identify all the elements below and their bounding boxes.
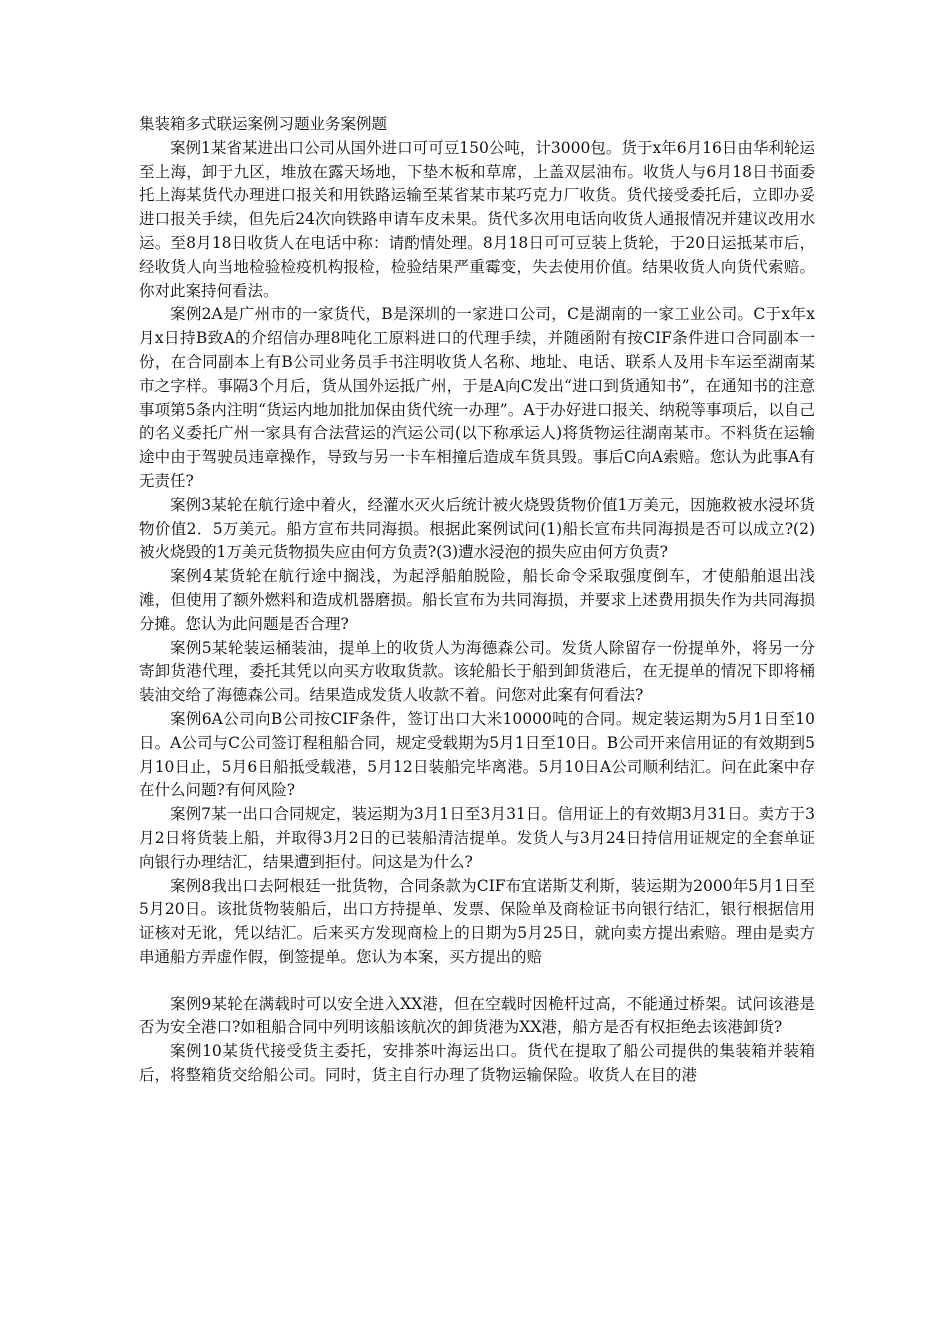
case-1-paragraph: 案例1某省某进出口公司从国外进口可可豆150公吨，计3000包。货于x年6月16日由华利轮运至上海，卸于九区，堆放在露天场地，下垫木板和草席，上盖双层油布。收货人与6月18日书面委托上海某货代办理进口报关和用铁路运输至某省某市某巧克力厂收货。货代接受委托后，立即办妥进口报关手续，但先后24次向铁路申请车皮未果。货代多次用电话向收货人通报情况并建议改用水运。至8月18日收货人在电话中称：请酌情处理。8月18日可可豆装上货轮，于20日运抵某市后，经收货人向当地检验检疫机构报检，检验结果严重霉变，失去使用价值。结果收货人向货代索赔。你对此案持何看法。	[139, 138, 815, 300]
case-3-paragraph: 案例3某轮在航行途中着火，经灌水灭火后统计被火烧毁货物价值1万美元，因施救被水浸坏货物价值2．5万美元。船方宣布共同海损。根据此案例试问(1)船长宣布共同海损是否可以成立?(2)被火烧毁的1万美元货物损失应由何方负责?(3)遭水浸泡的损失应由何方负责?	[139, 495, 815, 562]
case-6-paragraph: 案例6A公司向B公司按CIF条件，签订出口大米10000吨的合同。规定装运期为5月1日至10日。A公司与C公司签订程租船合同，规定受载期为5月1日至10日。B公司开来信用证的有效期到5月10日止，5月6日船抵受载港，5月12日装船完毕离港。5月10日A公司顺利结汇。问在此案中存在什么问题?有何风险?	[139, 709, 815, 800]
case-7-paragraph: 案例7某一出口合同规定，装运期为3月1日至3月31日。信用证上的有效期3月31日。卖方于3月2日将货装上船，并取得3月2日的已装船清洁提单。发货人与3月24日持信用证规定的全套单证向银行办理结汇，结果遭到拒付。问这是为什么?	[139, 805, 815, 871]
case-10-paragraph: 案例10某货代接受货主委托，安排茶叶海运出口。货代在提取了船公司提供的集装箱并装箱后，将整箱货交给船公司。同时，货主自行办理了货物运输保险。收货人在目的港	[139, 1042, 815, 1085]
document-title: 集装箱多式联运案例习题业务案例题	[139, 115, 388, 133]
case-8-paragraph: 案例8我出口去阿根廷一批货物，合同条款为CIF布宜诺斯艾利斯，装运期为2000年5月1日至5月20日。该批货物装船后，出口方持提单、发票、保险单及商检证书向银行结汇，银行根据信用证核对无讹，凭以结汇。后来买方发现商检上的日期为5月25日，就向卖方提出索赔。理由是卖方串通船方弄虚作假，倒签提单。您认为本案，买方提出的赔	[139, 876, 815, 966]
paragraph-gap	[139, 970, 815, 993]
document-page	[139, 113, 815, 1088]
case-2-paragraph: 案例2A是广州市的一家货代，B是深圳的一家进口公司，C是湖南的一家工业公司。C于x年x月x日持B致A的介绍信办理8吨化工原料进口的代理手续，并随函附有按CIF条件进口合同副本一份，在合同副本上有B公司业务员手书注明收货人名称、地址、电话、联系人及用卡车运至湖南某市之字样。事隔3个月后，货从国外运抵广州，于是A向C发出“进口到货通知书”，在通知书的注意事项第5条内注明“货运内地加批加保由货代统一办理”。A于办好进口报关、纳税等事项后，以自己的名义委托广州一家具有合法营运的汽运公司(以下称承运人)将货物运往湖南某市。不料货在运输途中由于驾驶员违章操作，导致与另一卡车相撞后造成车货具毁。事后C向A索赔。您认为此事A有无责任?	[139, 305, 815, 490]
case-4-paragraph: 案例4某货轮在航行途中搁浅，为起浮船舶脱险，船长命令采取强度倒车，才使船舶退出浅滩，但使用了额外燃料和造成机器磨损。船长宣布为共同海损，并要求上述费用损失作为共同海损分摊。您认为此问题是否合理?	[139, 567, 815, 633]
case-9-paragraph: 案例9某轮在满载时可以安全进入XX港，但在空载时因桅杆过高，不能通过桥架。试问该港是否为安全港口?如租船合同中列明该船该航次的卸货港为XX港，船方是否有权拒绝去该港卸货?	[139, 994, 815, 1037]
case-5-paragraph: 案例5某轮装运桶装油，提单上的收货人为海德森公司。发货人除留存一份提单外，将另一分寄卸货港代理，委托其凭以向买方收取货款。该轮船长于船到卸货港后，在无提单的情况下即将桶装油交给了海德森公司。结果造成发货人收款不着。问您对此案有何看法?	[139, 638, 815, 705]
